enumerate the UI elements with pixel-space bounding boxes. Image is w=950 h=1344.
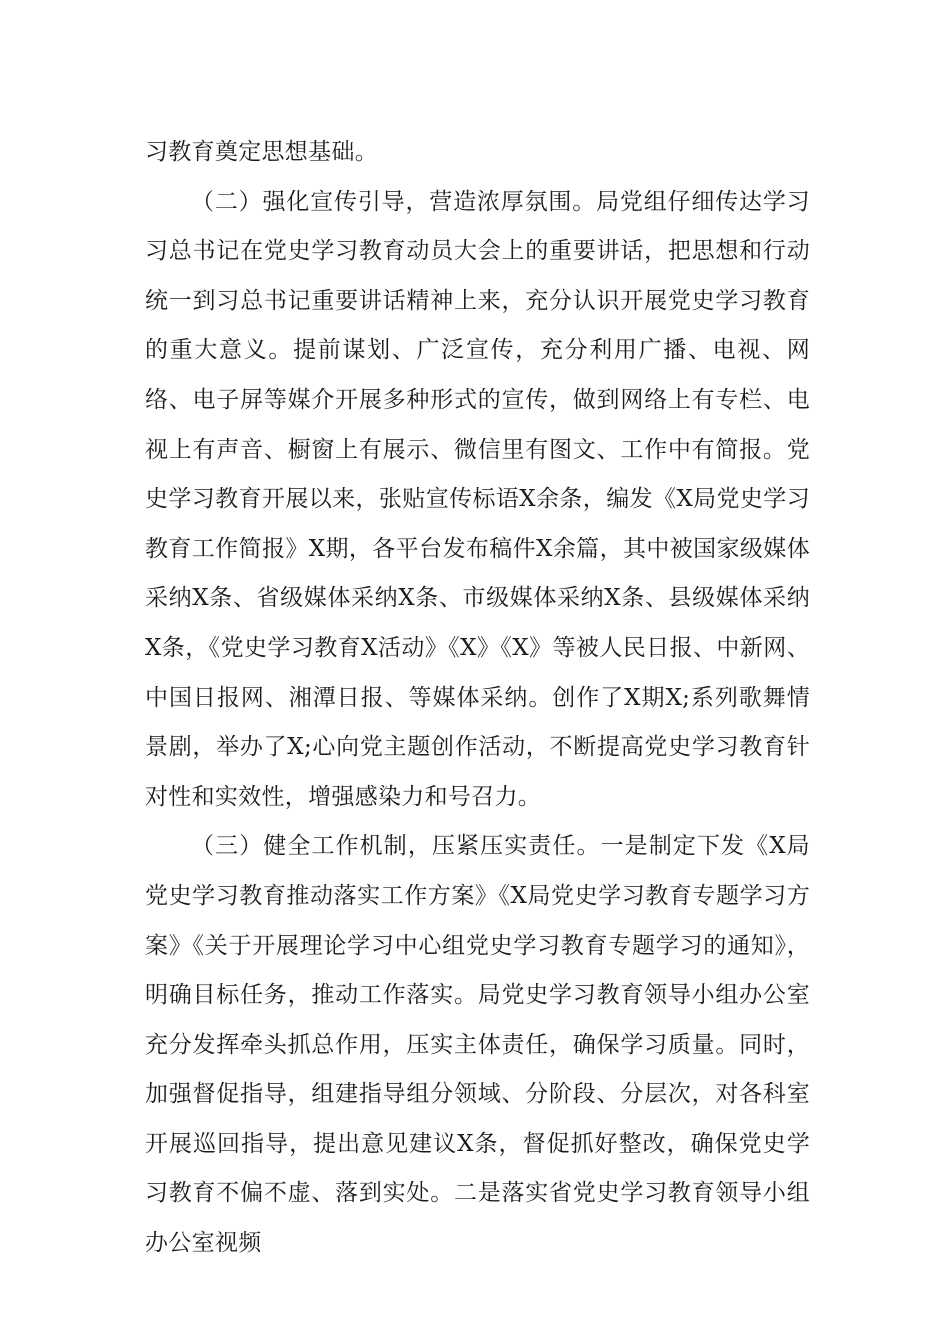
paragraph-mechanism: （三）健全工作机制，压紧压实责任。一是制定下发《X局党史学习教育推动落实工作方案》《X局党史学习教育专题学习方案》《关于开展理论学习中心组党史学习教育专题学习的通知》，明确目标任务，推动工作落实。局党史学习教育领导小组办公室充分发挥牵头抓总作用，压实主体责任，确保学习质量。同时，加强督促指导，组建指导组分领域、分阶段、分层次，对各科室开展巡回指导，提出意见建议X条，督促抓好整改，确保党史学习教育不偏不虚、落到实处。二是落实省党史学习教育领导小组办公室视频	[145, 833, 810, 1257]
paragraph-continuation: 习教育奠定思想基础。	[145, 139, 378, 165]
paragraph-publicity: （二）强化宣传引导，营造浓厚氛围。局党组仔细传达学习习总书记在党史学习教育动员大会上的重要讲话，把思想和行动统一到习总书记重要讲话精神上来，充分认识开展党史学习教育的重大意义。提前谋划、广泛宣传，充分利用广播、电视、网络、电子屏等媒介开展多种形式的宣传，做到网络上有专栏、电视上有声音、橱窗上有展示、微信里有图文、工作中有简报。党史学习教育开展以来，张贴宣传标语X余条，编发《X局党史学习教育工作简报》X期，各平台发布稿件X余篇，其中被国家级媒体采纳X条、省级媒体采纳X条、市级媒体采纳X条、县级媒体采纳X条，《党史学习教育X活动》《X》《X》等被人民日报、中新网、中国日报网、湘潭日报、等媒体采纳。创作了X期X;系列歌舞情景剧，举办了X;心向党主题创作活动，不断提高党史学习教育针对性和实效性，增强感染力和号召力。	[145, 188, 810, 810]
document-body	[145, 128, 810, 1269]
